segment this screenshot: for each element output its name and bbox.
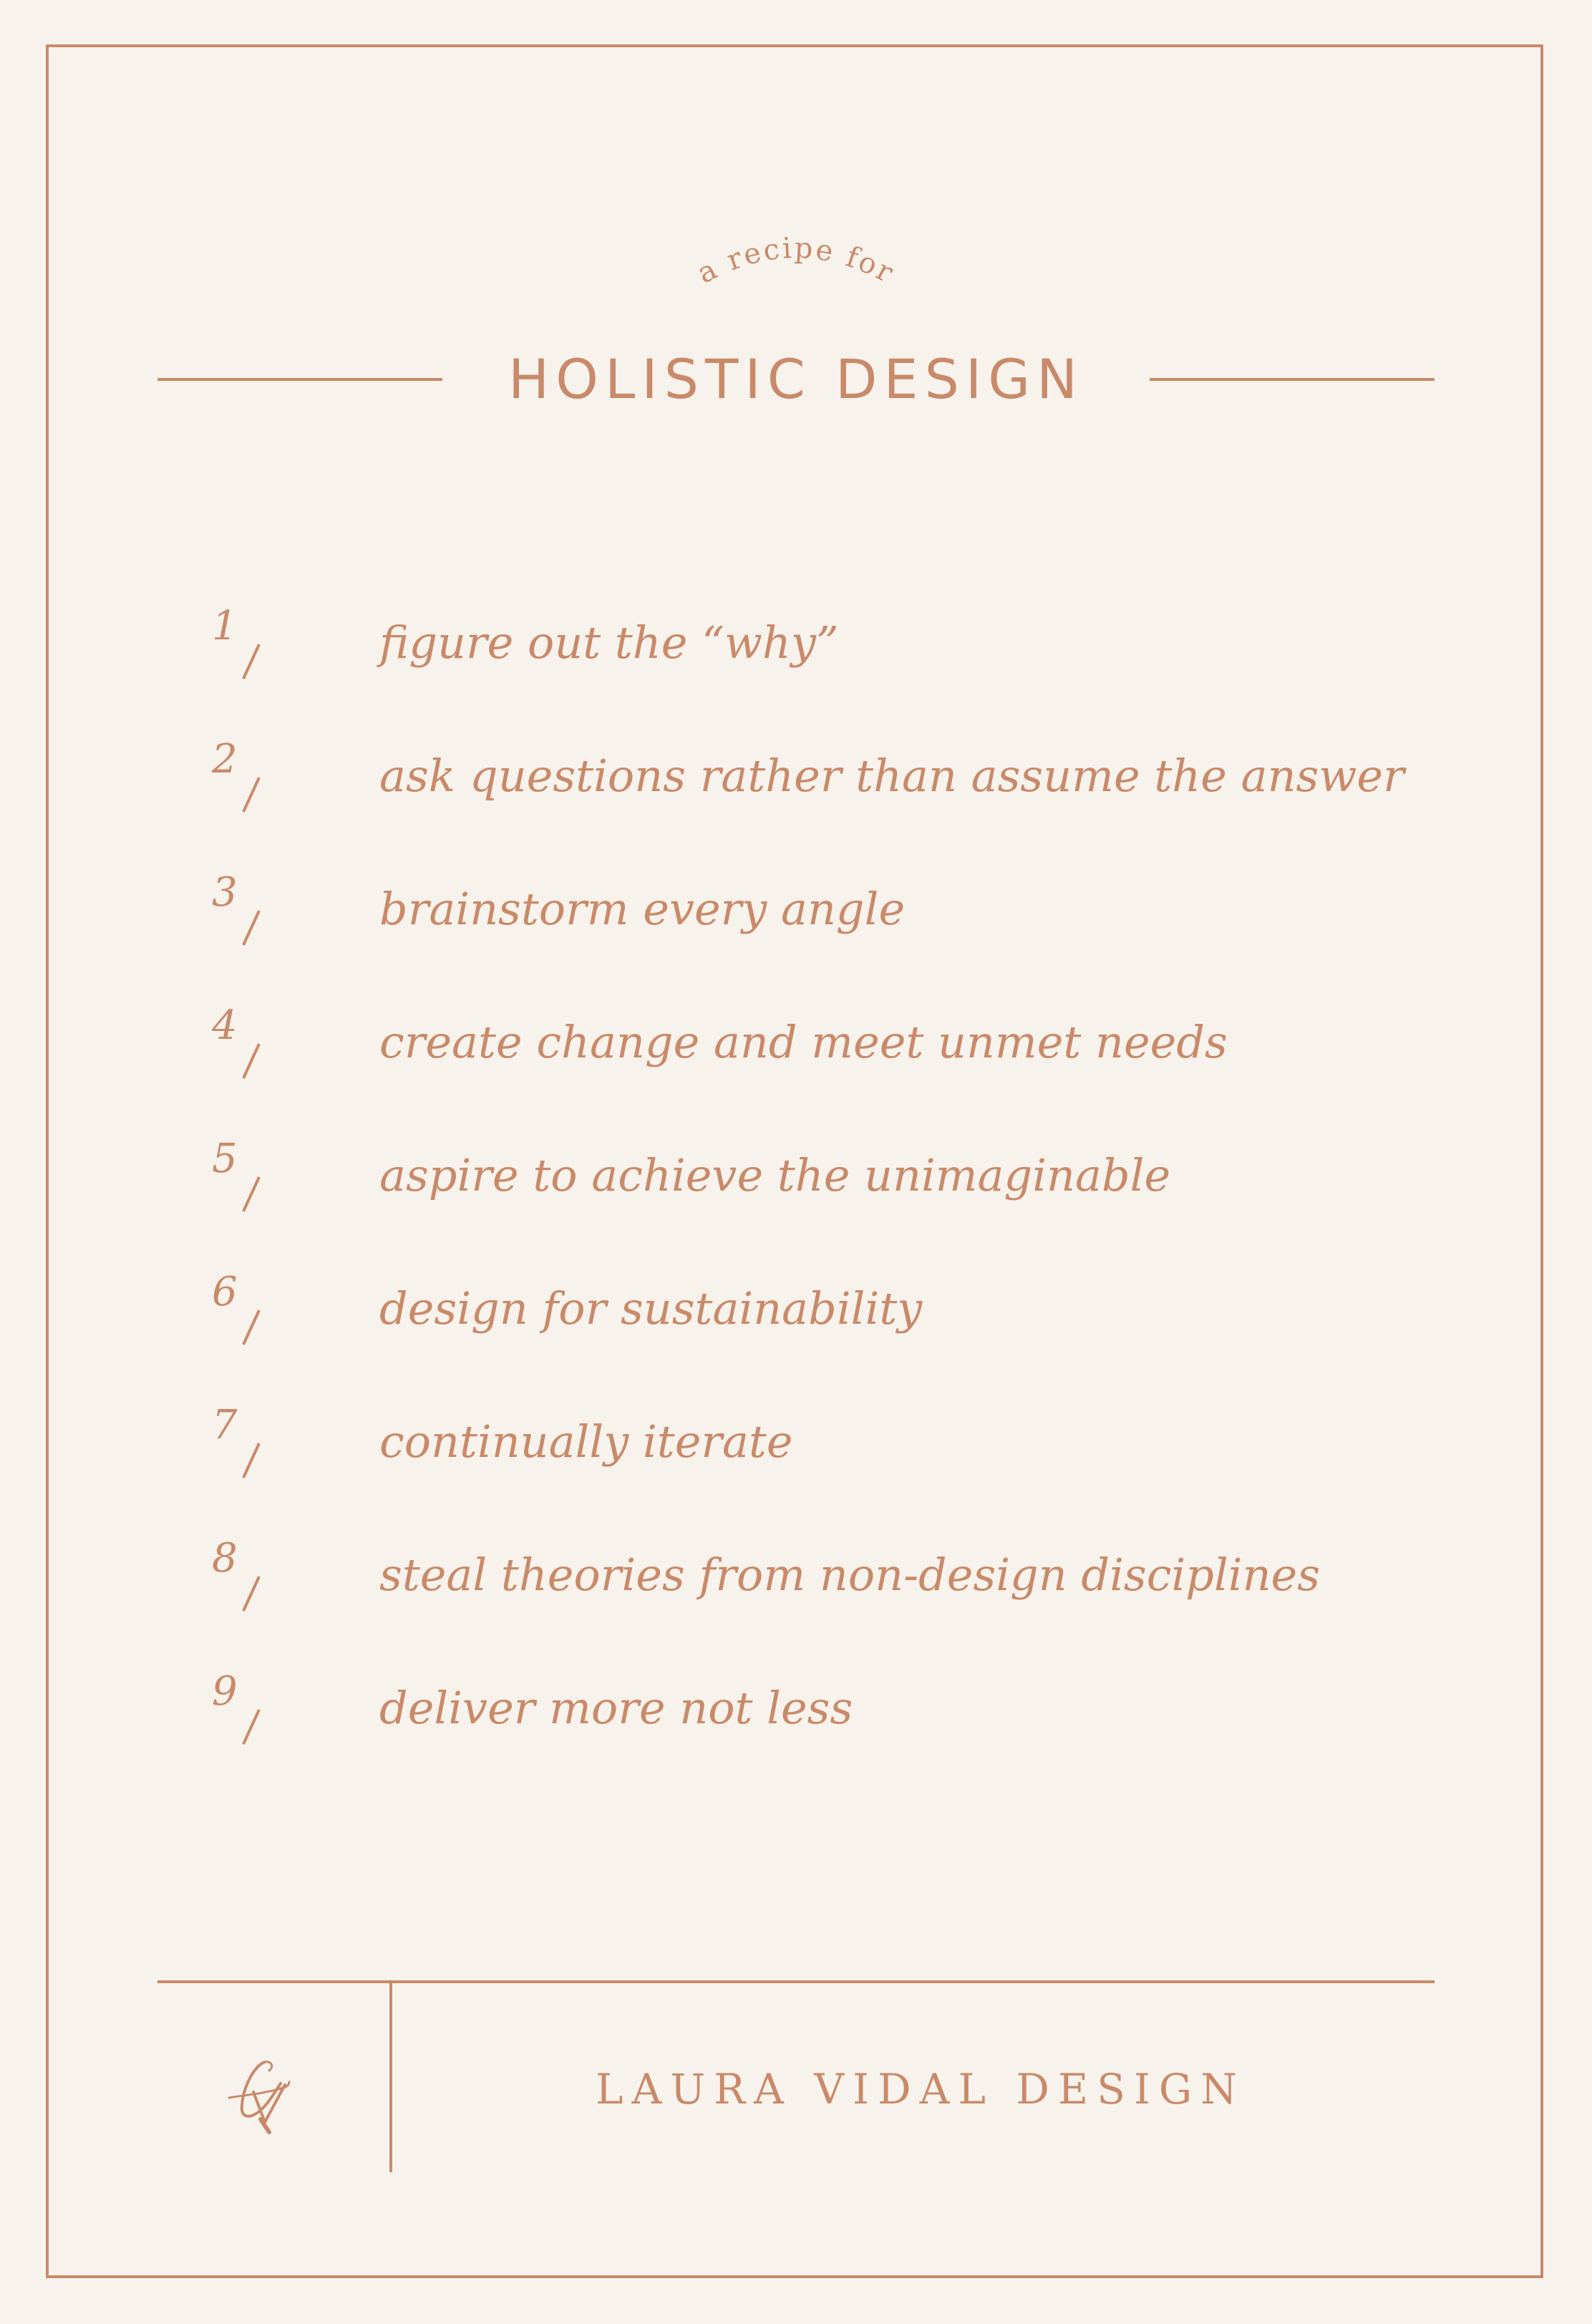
list-item <box>0 601 1592 730</box>
list-item <box>0 1534 1592 1662</box>
footer-rule <box>157 1980 1435 1983</box>
list-item <box>0 1134 1592 1263</box>
slash-icon <box>241 1441 262 1481</box>
step-number: 7 <box>212 1402 238 1448</box>
step-number: 1 <box>212 603 238 649</box>
slash-icon <box>241 1174 262 1214</box>
page-title: HOLISTIC DESIGN <box>508 347 1084 411</box>
slash-icon <box>241 1041 262 1081</box>
slash-icon <box>241 641 262 682</box>
slash-icon <box>241 1574 262 1614</box>
step-text: aspire to achieve the unimaginable <box>379 1149 1171 1201</box>
slash-icon <box>241 908 262 948</box>
subtitle-arc <box>653 208 939 308</box>
step-text: continually iterate <box>379 1415 793 1468</box>
slash-icon <box>241 1707 262 1747</box>
monogram-logo-icon <box>215 2048 308 2141</box>
step-text: ask questions rather than assume the answer <box>379 750 1404 802</box>
subtitle-text: a recipe for <box>691 231 901 291</box>
step-number: 4 <box>212 1002 238 1049</box>
title-rule-left <box>157 378 442 381</box>
step-number: 8 <box>212 1535 238 1582</box>
step-number: 5 <box>212 1136 238 1182</box>
step-number: 9 <box>212 1668 238 1715</box>
step-number: 3 <box>212 869 238 916</box>
brand-name: LAURA VIDAL DESIGN <box>596 2065 1246 2114</box>
step-text: brainstorm every angle <box>379 883 906 935</box>
list-item <box>0 735 1592 863</box>
step-text: deliver more not less <box>379 1682 853 1734</box>
list-item <box>0 1400 1592 1529</box>
list-item <box>0 868 1592 997</box>
slash-icon <box>241 775 262 815</box>
list-item <box>0 1001 1592 1130</box>
list-item <box>0 1267 1592 1396</box>
step-number: 6 <box>212 1269 238 1315</box>
title-rule-right <box>1150 378 1435 381</box>
step-text: create change and meet unmet needs <box>379 1016 1228 1068</box>
step-text: design for sustainability <box>379 1282 923 1335</box>
step-number: 2 <box>212 736 238 783</box>
list-item <box>0 1667 1592 1796</box>
step-text: figure out the “why” <box>379 616 839 669</box>
step-text: steal theories from non-design disciplines <box>379 1549 1321 1601</box>
slash-icon <box>241 1307 262 1347</box>
